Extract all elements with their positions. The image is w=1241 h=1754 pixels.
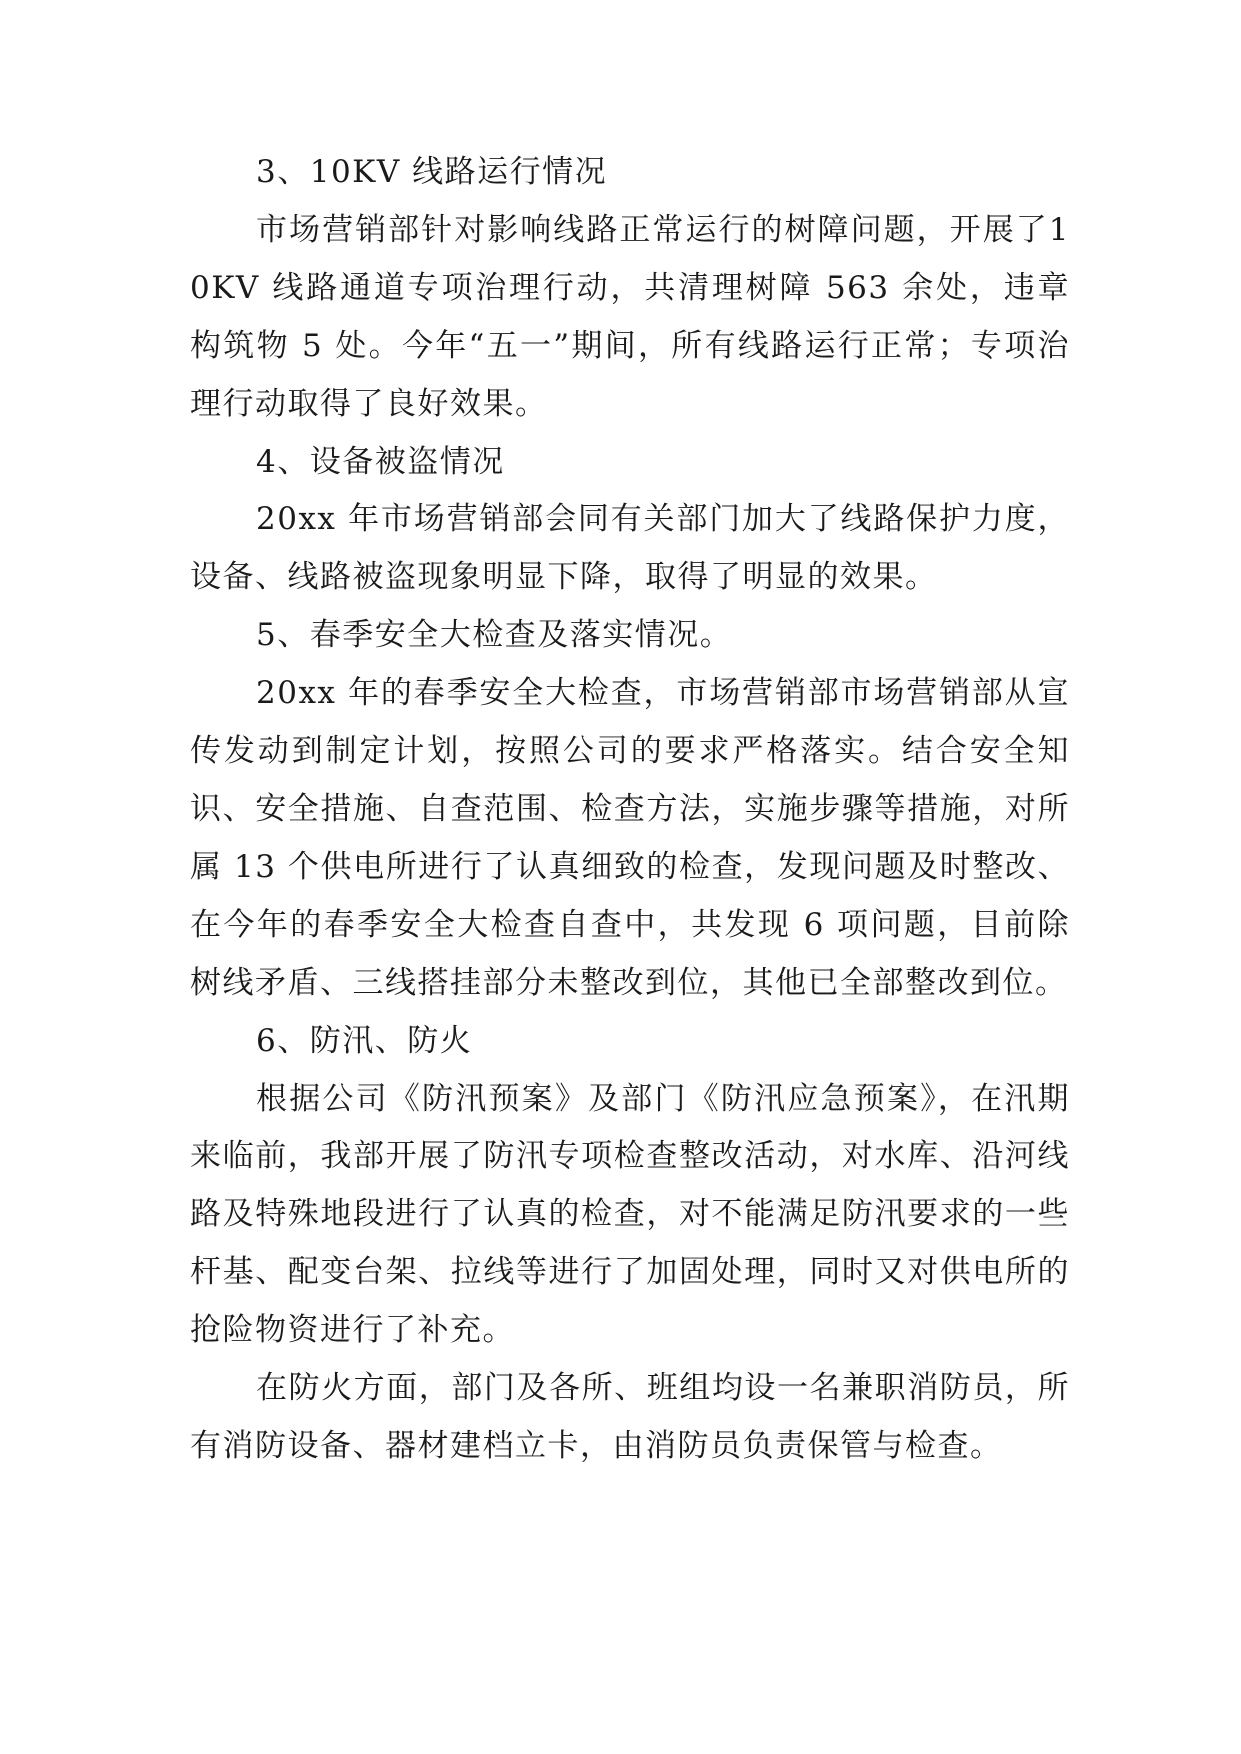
paragraph-equipment-theft: 20xx 年市场营销部会同有关部门加大了线路保护力度，设备、线路被盗现象明显下降，取得了明显的效果。 <box>190 501 1070 596</box>
paragraph-fire-prevention: 在防火方面，部门及各所、班组均设一名兼职消防员，所有消防设备、器材建档立卡，由消防员负责保管与检查。 <box>190 1370 1070 1464</box>
paragraph-line-operation: 市场营销部针对影响线路正常运行的树障问题，开展了10KV 线路通道专项治理行动，共清理树障 563 余处，违章构筑物 5 处。今年“五一”期间，所有线路运行正常；专项治理行动取得了良好效果。 <box>190 211 1070 422</box>
section-heading-4: 4、设备被盗情况 <box>256 443 505 480</box>
document-page <box>190 144 1070 1476</box>
section-heading-3: 3、10KV 线路运行情况 <box>256 154 608 190</box>
section-heading-5: 5、春季安全大检查及落实情况。 <box>256 617 733 654</box>
paragraph-flood-prevention: 根据公司《防汛预案》及部门《防汛应急预案》，在汛期来临前，我部开展了防汛专项检查整改活动，对水库、沿河线路及特殊地段进行了认真的检查，对不能满足防汛要求的一些杆基、配变台架、拉线等进行了加固处理，同时又对供电所的抢险物资进行了补充。 <box>190 1080 1070 1349</box>
section-heading-6: 6、防汛、防火 <box>256 1022 473 1059</box>
paragraph-spring-inspection: 20xx 年的春季安全大检查，市场营销部市场营销部从宣传发动到制定计划，按照公司的要求严格落实。结合安全知识、安全措施、自查范围、检查方法，实施步骤等措施，对所属 13 个供电所进行了认真细致的检查，发现问题及时整改、在今年的春季安全大检查自查中，共发现 6 项问题，目前除树线矛盾、三线搭挂部分未整改到位，其他已全部整改到位。 <box>190 675 1070 1001</box>
